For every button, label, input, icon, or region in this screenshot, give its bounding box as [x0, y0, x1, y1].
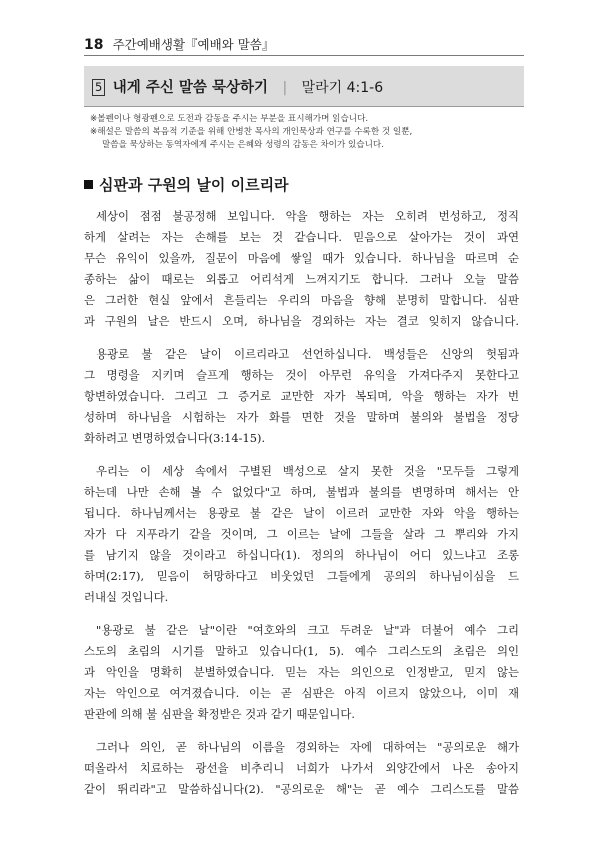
page-header — [84, 34, 524, 53]
book-title: 주간예배생활『예배와 말씀』 — [112, 37, 275, 52]
text-line: 하는데 나만 손해 볼 수 없었다"고 하며, 불법과 불의를 변명하며 해서는 안 — [84, 485, 519, 499]
text-line: 화하려고 변명하였습니다(3:14-15). — [84, 431, 266, 445]
reading-notes — [90, 113, 520, 152]
note-line: ※해설은 말씀의 복음적 기준을 위해 안병찬 목사의 개인묵상과 연구를 수록한 것 일뿐, — [90, 127, 413, 137]
text-line: 그 명령을 지키며 슬프게 행하는 것이 아무런 유익을 가져다주지 못한다고 — [84, 368, 519, 382]
section-heading-text: 심판과 구원의 날이 이르리라 — [99, 176, 289, 194]
text-line: 떠올라서 치료하는 광선을 비추리니 너희가 나가서 외양간에서 나온 송아지 — [84, 761, 519, 775]
body-text — [84, 206, 519, 812]
title-box — [84, 66, 524, 107]
text-line: 자는 악인으로 여겨졌습니다. 이는 곧 심판은 아직 이르지 않았으나, 이미 재 — [84, 686, 519, 700]
text-line: 항변하였습니다. 그리고 그 증거로 교만한 자가 복되며, 악을 행하는 자가 번 — [84, 389, 519, 403]
text-line: 러내실 것입니다. — [84, 590, 169, 604]
text-line: 됩니다. 하나님께서는 용광로 불 같은 날이 이르러 교만한 자와 악을 행하는 — [84, 506, 519, 520]
text-line: 자가 다 지푸라기 같을 것이며, 그 이르는 날에 그들을 살라 그 뿌리와 가지 — [84, 527, 519, 541]
title-separator: | — [282, 80, 288, 96]
paragraph — [84, 206, 519, 332]
text-line: 과 악인을 명확히 분별하였습니다. 믿는 자는 의인으로 인정받고, 믿지 않는 — [84, 665, 519, 679]
paragraph — [84, 620, 519, 725]
note-line: 말씀을 묵상하는 동역자에게 주시는 은혜와 성령의 감동은 차이가 있습니다. — [102, 140, 384, 150]
header-divider — [84, 55, 524, 56]
section-number-badge: 5 — [92, 79, 105, 96]
page-number: 18 — [84, 37, 104, 53]
square-bullet-icon — [84, 180, 93, 189]
text-line: 하며(2:17), 믿음이 허망하다고 비웃었던 그들에게 공의의 하나님이심을 드 — [84, 569, 519, 583]
text-line: 과 구원의 날은 반드시 오며, 하나님을 경외하는 자는 결코 잊히지 않습니다. — [84, 314, 519, 328]
text-line: 세상이 점점 불공정해 보입니다. 악을 행하는 자는 오히려 번성하고, 정직 — [96, 209, 519, 223]
text-line: 종하는 삶이 때로는 외롭고 어리석게 느껴지기도 합니다. 그러나 오늘 말씀 — [84, 272, 519, 286]
text-line: 무슨 유익이 있을까, 질문이 마음에 쌓일 때가 있습니다. 하나님을 따르며 순 — [84, 251, 519, 265]
text-line: 우리는 이 세상 속에서 구별된 백성으로 살지 못한 것을 "모두들 그렇게 — [96, 464, 519, 478]
text-line: 스도의 초림의 시기를 말하고 있습니다(1, 5). 예수 그리스도의 초림은 의인 — [84, 644, 519, 658]
text-line: 하게 살려는 자는 손해를 보는 것 같습니다. 믿음으로 살아가는 것이 과연 — [84, 230, 519, 244]
text-line: 를 남기지 않을 것이라고 하십니다(1). 정의의 하나님이 어디 있느냐고 조롱 — [84, 548, 519, 562]
paragraph — [84, 461, 519, 608]
note-line: ※볼펜이나 형광펜으로 도전과 감동을 주시는 부분을 표시해가며 읽습니다. — [90, 114, 369, 124]
scripture-passage: 말라기 4:1-6 — [301, 80, 384, 96]
page-title: 내게 주신 말씀 묵상하기 — [112, 80, 268, 96]
text-line: 은 그러한 현실 앞에서 흔들리는 우리의 마음을 향해 분명히 말합니다. 심판 — [84, 293, 519, 307]
text-line: 용광로 불 같은 날이 이르리라고 선언하십니다. 백성들은 신앙의 헛됨과 — [96, 347, 519, 361]
text-line: 성하며 하나님을 시험하는 자가 화를 면한 것을 말하며 불의와 불법을 정당 — [84, 410, 519, 424]
text-line: "용광로 불 같은 날"이란 "여호와의 크고 두려운 날"과 더불어 예수 그리 — [96, 623, 519, 637]
text-line: 판관에 의해 불 심판을 확정받은 것과 같기 때문입니다. — [84, 707, 356, 721]
text-line: 그러나 의인, 곧 하나님의 이름을 경외하는 자에 대하여는 "공의로운 해가 — [96, 740, 519, 754]
paragraph — [84, 344, 519, 449]
section-heading — [84, 174, 524, 195]
paragraph — [84, 737, 519, 800]
text-line: 같이 뛰리라"고 말씀하십니다(2). "공의로운 해"는 곧 예수 그리스도를 말씀 — [84, 782, 519, 796]
